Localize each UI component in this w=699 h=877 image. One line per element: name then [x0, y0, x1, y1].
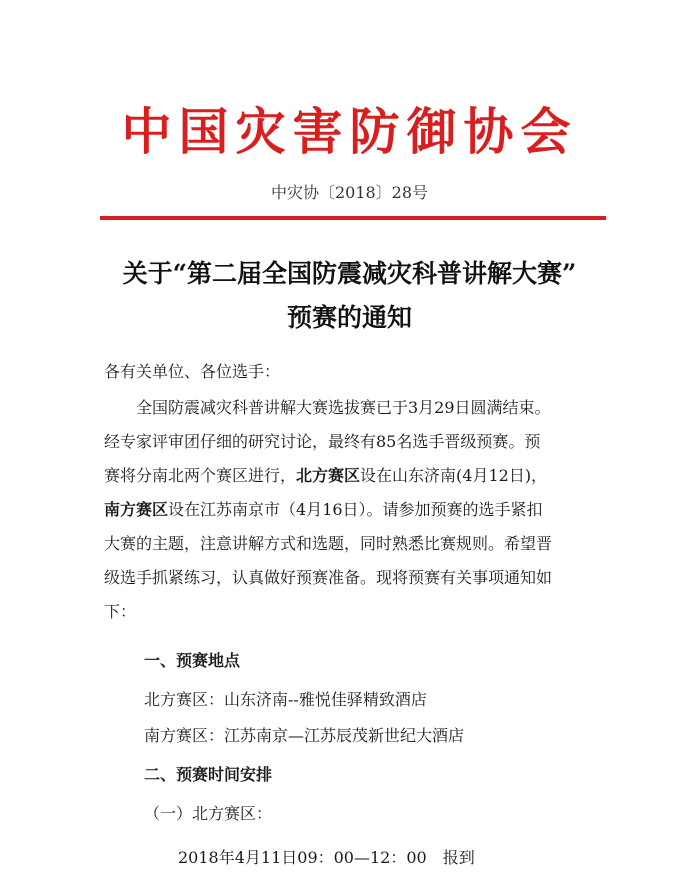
section-2-subheading: （一）北方赛区： [144, 804, 273, 823]
section-1-heading: 一、预赛地点 [144, 651, 241, 670]
north-division-bold: 北方赛区 [296, 466, 361, 485]
salutation: 各有关单位、各位选手： [104, 362, 281, 381]
body-line-1: 全国防震减灾科普讲解大赛选拔赛已于3月29日圆满结束。 [104, 398, 551, 417]
body-line-5: 大赛的主题，注意讲解方式和选题，同时熟悉比赛规则。希望晋 [104, 534, 553, 553]
section-2-heading: 二、预赛时间安排 [144, 765, 273, 784]
notice-title-line-1: 关于“第二届全国防震减灾科普讲解大赛” [122, 259, 577, 288]
body-line-3 [104, 466, 609, 486]
south-division-bold: 南方赛区 [104, 500, 169, 519]
body-line-3-start: 赛将分南北两个赛区进行， [104, 466, 297, 485]
venue-south: 南方赛区：江苏南京—江苏辰茂新世纪大酒店 [144, 726, 465, 745]
red-divider [100, 216, 606, 220]
venue-north: 北方赛区：山东济南--雅悦佳驿精致酒店 [144, 690, 427, 709]
body-line-4 [104, 500, 609, 520]
body-line-3-end: 设在山东济南(4月12日)， [360, 466, 548, 485]
notice-title-line-2: 预赛的通知 [286, 303, 412, 332]
body-line-7: 下： [104, 602, 137, 621]
schedule-registration: 2018年4月11日09：00—12：00 报到 [178, 848, 475, 867]
body-line-6: 级选手抓紧练习，认真做好预赛准备。现将预赛有关事项通知如 [104, 568, 553, 587]
body-line-4-end: 设在江苏南京市（4月16日）。请参加预赛的选手紧扣 [168, 500, 543, 519]
body-line-2: 经专家评审团仔细的研究讨论，最终有85名选手晋级预赛。预 [104, 432, 541, 451]
document-number: 中灾协〔2018〕28号 [270, 183, 429, 202]
organization-name: 中国灾害防御协会 [121, 102, 578, 161]
